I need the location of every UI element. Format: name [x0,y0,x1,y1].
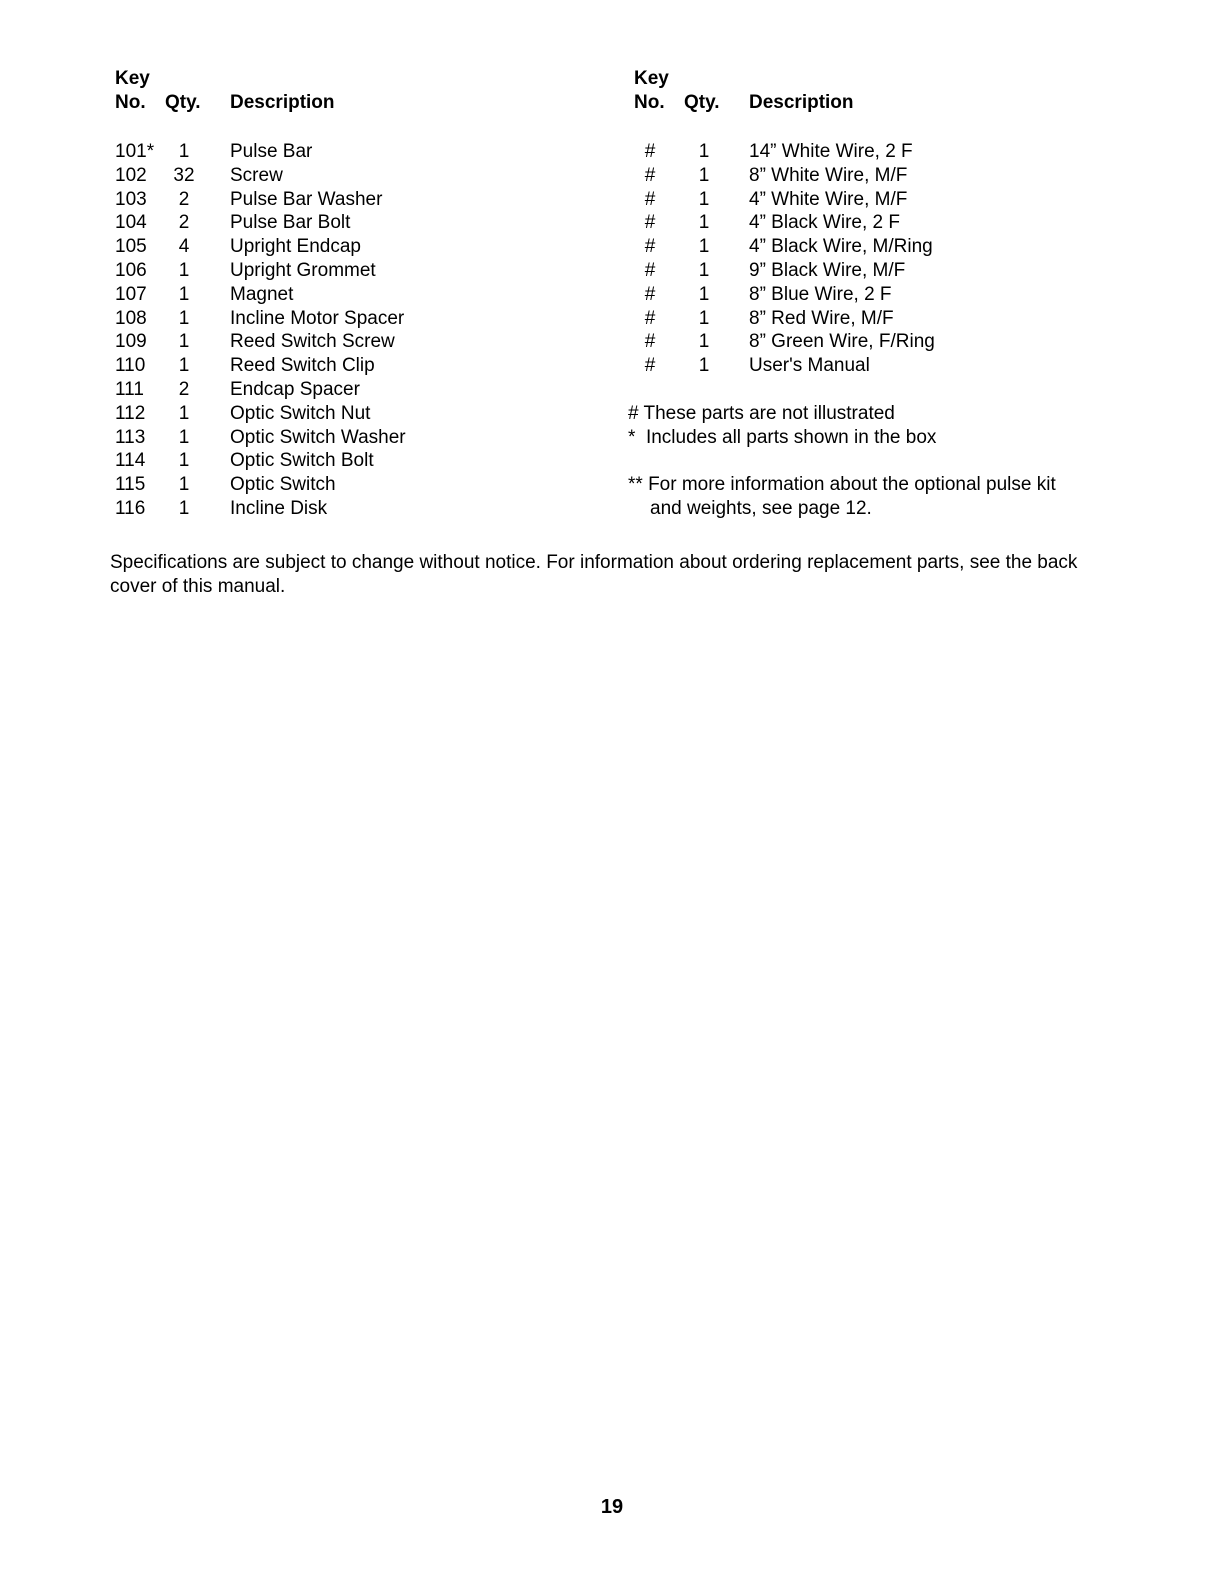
description: Magnet [230,283,294,305]
table-row [0,378,600,402]
quantity: 1 [698,331,710,353]
key-number: 105 [115,236,147,258]
page-number: 19 [600,1496,624,1518]
key-number: 101* [115,141,155,162]
table-row [0,473,600,497]
left-header-key: Key [115,68,150,89]
quantity: 1 [178,141,190,162]
key-number: 104 [115,212,147,234]
key-number: 108 [115,307,147,329]
quantity: 1 [178,497,190,519]
table-row [0,402,600,426]
quantity: 1 [178,402,190,424]
description: 4” Black Wire, M/Ring [749,236,933,258]
not-illustrated-note: # These parts are not illustrated [628,403,895,424]
key-number: 110 [115,355,146,377]
description: 8” Red Wire, M/F [749,307,894,329]
description: 8” Blue Wire, 2 F [749,283,892,305]
quantity: 1 [698,212,710,234]
key-number: 112 [115,402,146,424]
table-row [0,188,1100,212]
left-header-no: No. [115,92,146,113]
table-row [0,497,600,521]
description: Upright Grommet [230,259,376,281]
quantity: 2 [178,212,190,234]
table-row [0,211,1100,235]
right-header-description: Description [749,92,854,113]
right-header-no: No. [634,92,665,113]
key-number: # [644,236,656,258]
table-row [0,354,1100,378]
quantity: 1 [698,283,710,305]
quantity: 1 [698,188,710,210]
quantity: 1 [698,355,710,377]
table-row [0,449,600,473]
quantity: 1 [698,259,710,281]
description: Incline Disk [230,497,328,519]
quantity: 1 [178,259,190,281]
key-number: # [644,212,656,234]
table-row [0,426,600,450]
description: 14” White Wire, 2 F [749,141,913,162]
description: User's Manual [749,355,870,377]
description: 8” White Wire, M/F [749,164,908,186]
table-row [0,235,1100,259]
key-number: 102 [115,164,147,186]
description: Reed Switch Screw [230,331,395,353]
key-number: # [644,259,656,281]
quantity: 4 [178,236,190,258]
quantity: 1 [698,164,710,186]
quantity: 1 [178,355,190,377]
table-row [0,140,1100,164]
key-number: 113 [115,426,146,448]
quantity: 1 [178,450,190,472]
quantity: 32 [173,164,195,186]
key-number: 115 [115,474,146,496]
pulse-kit-note-line1: ** For more information about the optional pulse kit [628,474,1056,495]
description: 9” Black Wire, M/F [749,259,906,281]
key-number: 114 [115,450,146,472]
left-header-description: Description [230,92,335,113]
table-row [0,283,1100,307]
description: Optic Switch Nut [230,402,371,424]
quantity: 2 [178,188,190,210]
key-number: 106 [115,259,147,281]
description: Screw [230,164,283,186]
table-row [0,164,1100,188]
table-row [0,307,1100,331]
description: Pulse Bar [230,141,313,162]
key-number: 111 [115,378,144,400]
description: 4” White Wire, M/F [749,188,908,210]
key-number: 107 [115,283,147,305]
key-number: 109 [115,331,147,353]
description: Upright Endcap [230,236,361,258]
quantity: 1 [178,474,190,496]
key-number: # [644,188,656,210]
quantity: 1 [178,283,190,305]
quantity: 1 [698,307,710,329]
includes-parts-note: * Includes all parts shown in the box [628,427,937,448]
description: Optic Switch Washer [230,426,406,448]
right-parts-list [0,140,1100,378]
specifications-notice: Specifications are subject to change without notice. For information about ordering replacement parts, see the back cover of this manual. [110,552,1078,597]
key-number: # [644,307,656,329]
quantity: 1 [178,331,190,353]
description: Optic Switch Bolt [230,450,374,472]
quantity: 2 [178,378,190,400]
description: Endcap Spacer [230,378,360,400]
description: 4” Black Wire, 2 F [749,212,900,234]
key-number: # [644,283,656,305]
right-header-key: Key [634,68,669,89]
quantity: 1 [178,426,190,448]
key-number: # [644,355,656,377]
table-row [0,259,1100,283]
key-number: # [644,141,656,162]
right-header-qty: Qty. [684,92,720,113]
quantity: 1 [178,307,190,329]
description: Reed Switch Clip [230,355,375,377]
key-number: 103 [115,188,147,210]
quantity: 1 [698,141,710,162]
quantity: 1 [698,236,710,258]
description: 8” Green Wire, F/Ring [749,331,935,353]
key-number: 116 [115,497,146,519]
description: Optic Switch [230,474,336,496]
description: Pulse Bar Washer [230,188,383,210]
key-number: # [644,164,656,186]
key-number: # [644,331,656,353]
pulse-kit-note-line2: and weights, see page 12. [650,498,872,519]
table-row [0,330,1100,354]
description: Incline Motor Spacer [230,307,405,329]
description: Pulse Bar Bolt [230,212,351,234]
left-header-qty: Qty. [165,92,201,113]
